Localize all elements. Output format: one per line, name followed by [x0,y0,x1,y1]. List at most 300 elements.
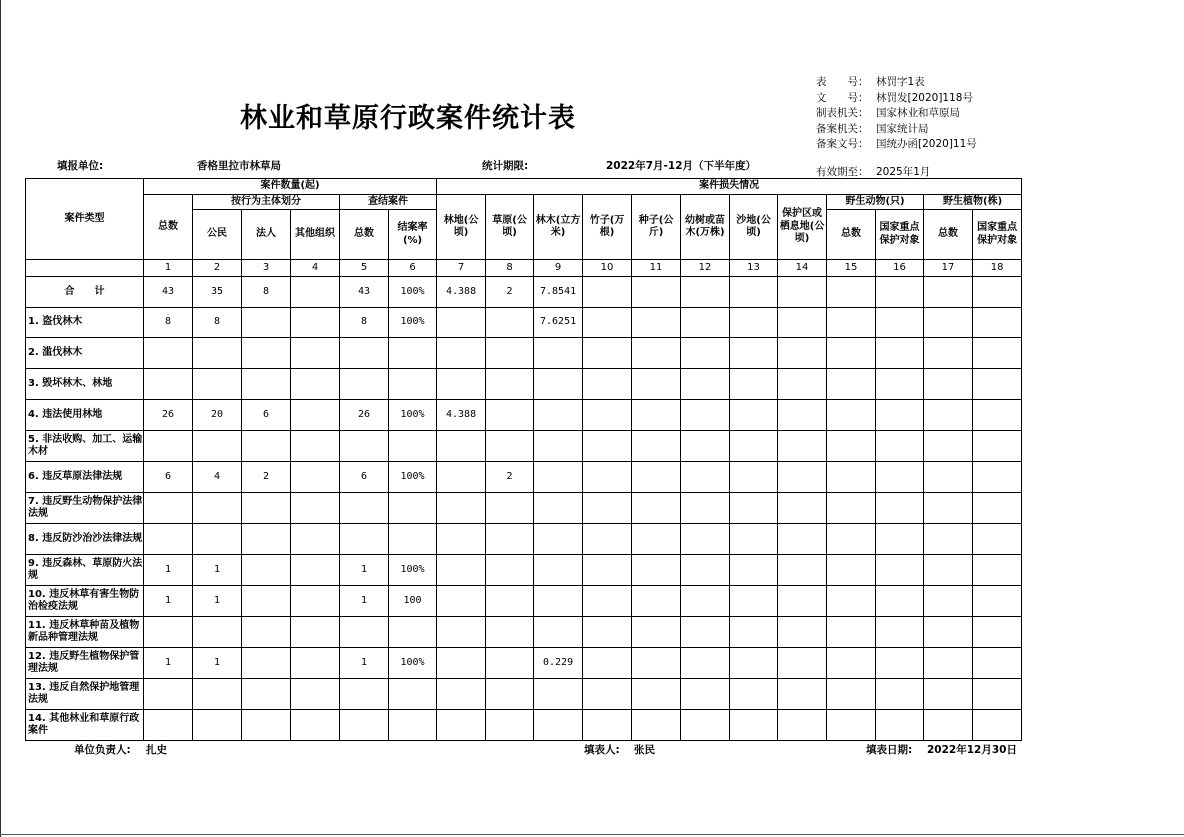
data-cell [193,617,242,648]
data-cell [193,338,242,369]
data-cell [242,369,291,400]
data-cell [291,431,340,462]
data-cell: 8 [144,308,193,338]
header-wa-protected: 国家重点保护对象 [876,210,924,260]
data-cell: 100% [389,555,437,586]
data-cell: 1 [340,586,389,617]
data-cell [193,431,242,462]
data-cell [437,617,486,648]
meta-value: 林罚发[2020]118号 [876,91,973,104]
row-label: 5. 非法收购、加工、运输木材 [26,431,144,462]
header-other-org: 其他组织 [291,210,340,260]
data-cell [924,308,973,338]
data-cell: 1 [340,648,389,679]
data-cell: 100 [389,586,437,617]
data-cell [534,710,583,741]
data-cell [681,277,730,308]
data-cell [389,524,437,555]
header-wp-total: 总数 [924,210,973,260]
data-cell [291,648,340,679]
data-cell [340,524,389,555]
data-cell [730,431,778,462]
data-cell [681,400,730,431]
data-cell [389,338,437,369]
data-cell [632,710,681,741]
data-cell: 26 [144,400,193,431]
data-cell [730,648,778,679]
data-cell [924,648,973,679]
header-grassland: 草原(公顷) [486,195,534,260]
col-number: 9 [534,260,583,277]
row-label: 14. 其他林业和草原行政案件 [26,710,144,741]
data-cell [340,617,389,648]
data-cell [583,617,632,648]
table-row [26,462,1022,493]
data-cell [193,679,242,710]
data-cell [632,586,681,617]
data-cell [924,369,973,400]
data-cell [632,400,681,431]
data-cell [876,679,924,710]
data-cell [340,338,389,369]
data-cell [437,648,486,679]
data-cell [486,586,534,617]
col-number: 10 [583,260,632,277]
col-number: 4 [291,260,340,277]
data-cell [437,555,486,586]
row-label: 11. 违反林草种苗及植物新品种管理法规 [26,617,144,648]
data-cell: 43 [144,277,193,308]
data-cell [827,338,876,369]
data-cell: 1 [340,555,389,586]
meta-key: 备案机关： [816,122,869,135]
data-cell [827,648,876,679]
col-number: 5 [340,260,389,277]
data-cell [973,617,1022,648]
data-cell [242,338,291,369]
data-cell [876,555,924,586]
table-row [26,493,1022,524]
data-cell [827,524,876,555]
data-cell [583,493,632,524]
data-cell [340,493,389,524]
data-cell [681,617,730,648]
data-cell [242,431,291,462]
data-cell [291,617,340,648]
row-label: 3. 毁坏林木、林地 [26,369,144,400]
data-cell [437,493,486,524]
data-cell [876,338,924,369]
data-cell [876,617,924,648]
data-cell [144,369,193,400]
data-cell: 1 [193,586,242,617]
header-case-count: 案件数量(起) [144,179,437,195]
data-cell [924,586,973,617]
data-cell [193,493,242,524]
data-cell [730,277,778,308]
table-row [26,710,1022,741]
data-cell [827,400,876,431]
data-cell [924,277,973,308]
data-cell [291,338,340,369]
data-cell [778,586,827,617]
data-cell [778,710,827,741]
data-cell [437,524,486,555]
data-cell [486,338,534,369]
data-cell [876,524,924,555]
data-cell [632,338,681,369]
data-cell: 4.388 [437,277,486,308]
col-number: 11 [632,260,681,277]
data-cell [340,431,389,462]
header-bamboo: 竹子(万根) [583,195,632,260]
meta-row [816,91,977,107]
data-cell [437,586,486,617]
data-cell [437,338,486,369]
col-number: 18 [973,260,1022,277]
unit-label: 填报单位: [57,160,104,172]
col-number: 15 [827,260,876,277]
row-label: 6. 违反草原法律法规 [26,462,144,493]
page-title: 林业和草原行政案件统计表 [240,103,576,134]
data-cell [583,524,632,555]
data-cell [730,462,778,493]
header-reserve: 保护区或栖息地(公顷) [778,195,827,260]
data-cell [144,710,193,741]
header-case-type: 案件类型 [26,179,144,260]
period-label: 统计期限: [482,160,529,172]
data-cell: 43 [340,277,389,308]
data-cell [681,710,730,741]
data-cell: 100% [389,648,437,679]
data-cell [730,586,778,617]
data-cell [730,617,778,648]
data-cell [681,308,730,338]
meta-key: 有效期至： [816,165,869,178]
data-cell [730,555,778,586]
data-cell [193,369,242,400]
data-cell [632,555,681,586]
table-row [26,369,1022,400]
data-cell [876,648,924,679]
table-row [26,555,1022,586]
data-cell [632,277,681,308]
date-value: 2022年12月30日 [927,744,1017,756]
row-label: 1. 盗伐林木 [26,308,144,338]
data-cell [778,431,827,462]
data-cell [924,555,973,586]
period-value: 2022年7月-12月（下半年度） [606,160,756,172]
data-cell [291,710,340,741]
header-total: 总数 [144,195,193,260]
col-number: 7 [437,260,486,277]
header-seeds: 种子(公斤) [632,195,681,260]
col-number: 6 [389,260,437,277]
data-cell [144,493,193,524]
data-cell [583,338,632,369]
data-cell [681,493,730,524]
data-cell [242,617,291,648]
meta-row [816,75,977,91]
data-cell: 8 [340,308,389,338]
data-cell [973,462,1022,493]
data-cell [973,493,1022,524]
header-sand-land: 沙地(公顷) [730,195,778,260]
data-cell [583,277,632,308]
data-cell [924,400,973,431]
header-timber: 林木(立方米) [534,195,583,260]
data-cell [583,586,632,617]
row-label: 8. 违反防沙治沙法律法规 [26,524,144,555]
data-cell [583,679,632,710]
data-cell [973,400,1022,431]
data-cell [583,308,632,338]
data-cell [193,524,242,555]
data-cell [486,648,534,679]
header-forest-land: 林地(公顷) [437,195,486,260]
data-cell [924,462,973,493]
data-cell [730,338,778,369]
data-cell: 8 [242,277,291,308]
data-cell [681,586,730,617]
data-cell [973,369,1022,400]
data-cell [534,679,583,710]
data-cell: 6 [242,400,291,431]
data-cell [534,586,583,617]
data-cell [242,648,291,679]
data-cell [291,555,340,586]
data-cell [973,679,1022,710]
data-cell [681,462,730,493]
data-cell [583,400,632,431]
data-cell [437,308,486,338]
data-cell [778,338,827,369]
table-row [26,617,1022,648]
data-cell [291,524,340,555]
statistics-table [25,178,1022,741]
col-number-blank [26,260,144,277]
data-cell: 1 [144,555,193,586]
data-cell: 2 [486,462,534,493]
data-cell: 6 [144,462,193,493]
data-cell [437,679,486,710]
data-cell [144,431,193,462]
data-cell [778,617,827,648]
header-wild-animals: 野生动物(只) [827,195,924,210]
data-cell [876,277,924,308]
data-cell [827,617,876,648]
data-cell: 7.8541 [534,277,583,308]
header-closed-cases: 查结案件 [340,195,437,210]
data-cell: 0.229 [534,648,583,679]
data-cell [486,431,534,462]
data-cell [534,493,583,524]
data-cell [340,710,389,741]
data-cell [778,493,827,524]
data-cell [827,586,876,617]
data-cell [583,369,632,400]
meta-value: 国家林业和草原局 [876,107,960,119]
col-number: 8 [486,260,534,277]
data-cell [730,524,778,555]
data-cell [730,308,778,338]
data-cell [632,524,681,555]
data-cell [144,524,193,555]
data-cell [486,555,534,586]
data-cell [486,400,534,431]
table-row [26,308,1022,338]
frame-left-border [0,0,1,837]
data-cell [193,710,242,741]
data-cell [632,617,681,648]
data-cell [827,710,876,741]
data-cell: 2 [242,462,291,493]
meta-row [816,122,977,138]
data-cell [876,462,924,493]
data-cell [924,524,973,555]
data-cell [389,710,437,741]
data-cell [583,555,632,586]
data-cell [486,524,534,555]
meta-key: 表 号： [816,76,869,88]
data-cell [778,648,827,679]
data-cell [291,586,340,617]
row-label: 9. 违反森林、草原防火法规 [26,555,144,586]
data-cell [827,555,876,586]
data-cell [876,586,924,617]
row-label: 合 计 [26,277,144,308]
col-number: 14 [778,260,827,277]
filler-value: 张民 [634,744,655,756]
data-cell [340,369,389,400]
table-row [26,586,1022,617]
data-cell [242,555,291,586]
data-cell [534,617,583,648]
data-cell [681,679,730,710]
data-cell [778,400,827,431]
col-number: 16 [876,260,924,277]
data-cell [973,710,1022,741]
data-cell [973,308,1022,338]
data-cell: 4 [193,462,242,493]
col-number: 3 [242,260,291,277]
data-cell [583,431,632,462]
data-cell [437,710,486,741]
data-cell [632,369,681,400]
col-number: 12 [681,260,730,277]
data-cell [827,277,876,308]
data-cell [876,369,924,400]
data-cell [534,431,583,462]
data-cell [973,524,1022,555]
data-cell [340,679,389,710]
meta-key: 制表机关： [816,107,869,119]
data-cell [730,493,778,524]
table-row [26,338,1022,369]
table-row [26,648,1022,679]
data-cell: 7.6251 [534,308,583,338]
data-cell [924,431,973,462]
data-cell [632,648,681,679]
data-cell: 20 [193,400,242,431]
data-cell: 26 [340,400,389,431]
data-cell [534,400,583,431]
data-cell [291,308,340,338]
meta-row [816,106,977,122]
data-cell [681,369,730,400]
data-cell [486,679,534,710]
data-cell [389,369,437,400]
data-cell [973,277,1022,308]
header-wp-protected: 国家重点保护对象 [973,210,1022,260]
data-cell [437,431,486,462]
data-cell [389,493,437,524]
data-cell [534,462,583,493]
data-cell [827,679,876,710]
data-cell [389,679,437,710]
data-cell [583,648,632,679]
data-cell [730,679,778,710]
data-cell: 1 [193,648,242,679]
header-closure-rate: 结案率(%) [389,210,437,260]
row-label: 4. 违法使用林地 [26,400,144,431]
data-cell [291,400,340,431]
table-row [26,431,1022,462]
data-cell [632,308,681,338]
data-cell [291,277,340,308]
data-cell [291,679,340,710]
data-cell [632,431,681,462]
data-cell [242,524,291,555]
form-meta [816,75,977,180]
meta-value: 2025年1月 [876,165,931,178]
header-legal-person: 法人 [242,210,291,260]
data-cell [681,524,730,555]
data-cell [242,710,291,741]
row-label: 13. 违反自然保护地管理法规 [26,679,144,710]
data-cell [389,617,437,648]
data-cell [291,462,340,493]
data-cell [876,308,924,338]
data-cell [632,493,681,524]
header-loss: 案件损失情况 [437,179,1022,195]
filler-label: 填表人: [584,744,620,756]
frame-bottom-border [0,834,1184,835]
header-saplings: 幼树或苗木(万株) [681,195,730,260]
data-cell: 100% [389,462,437,493]
col-number: 17 [924,260,973,277]
data-cell [437,369,486,400]
head-value: 扎史 [146,744,167,756]
meta-value: 国统办函[2020]11号 [876,138,977,150]
data-cell [924,679,973,710]
meta-value: 林罚字1表 [876,76,925,88]
data-cell: 1 [144,586,193,617]
data-cell [534,369,583,400]
data-cell [681,338,730,369]
data-cell [924,617,973,648]
header-closed-total: 总数 [340,210,389,260]
data-cell: 8 [193,308,242,338]
data-cell [730,369,778,400]
data-cell [681,648,730,679]
data-cell [827,493,876,524]
data-cell [924,710,973,741]
data-cell [778,308,827,338]
data-cell: 100% [389,277,437,308]
data-cell: 2 [486,277,534,308]
head-label: 单位负责人: [74,744,131,756]
